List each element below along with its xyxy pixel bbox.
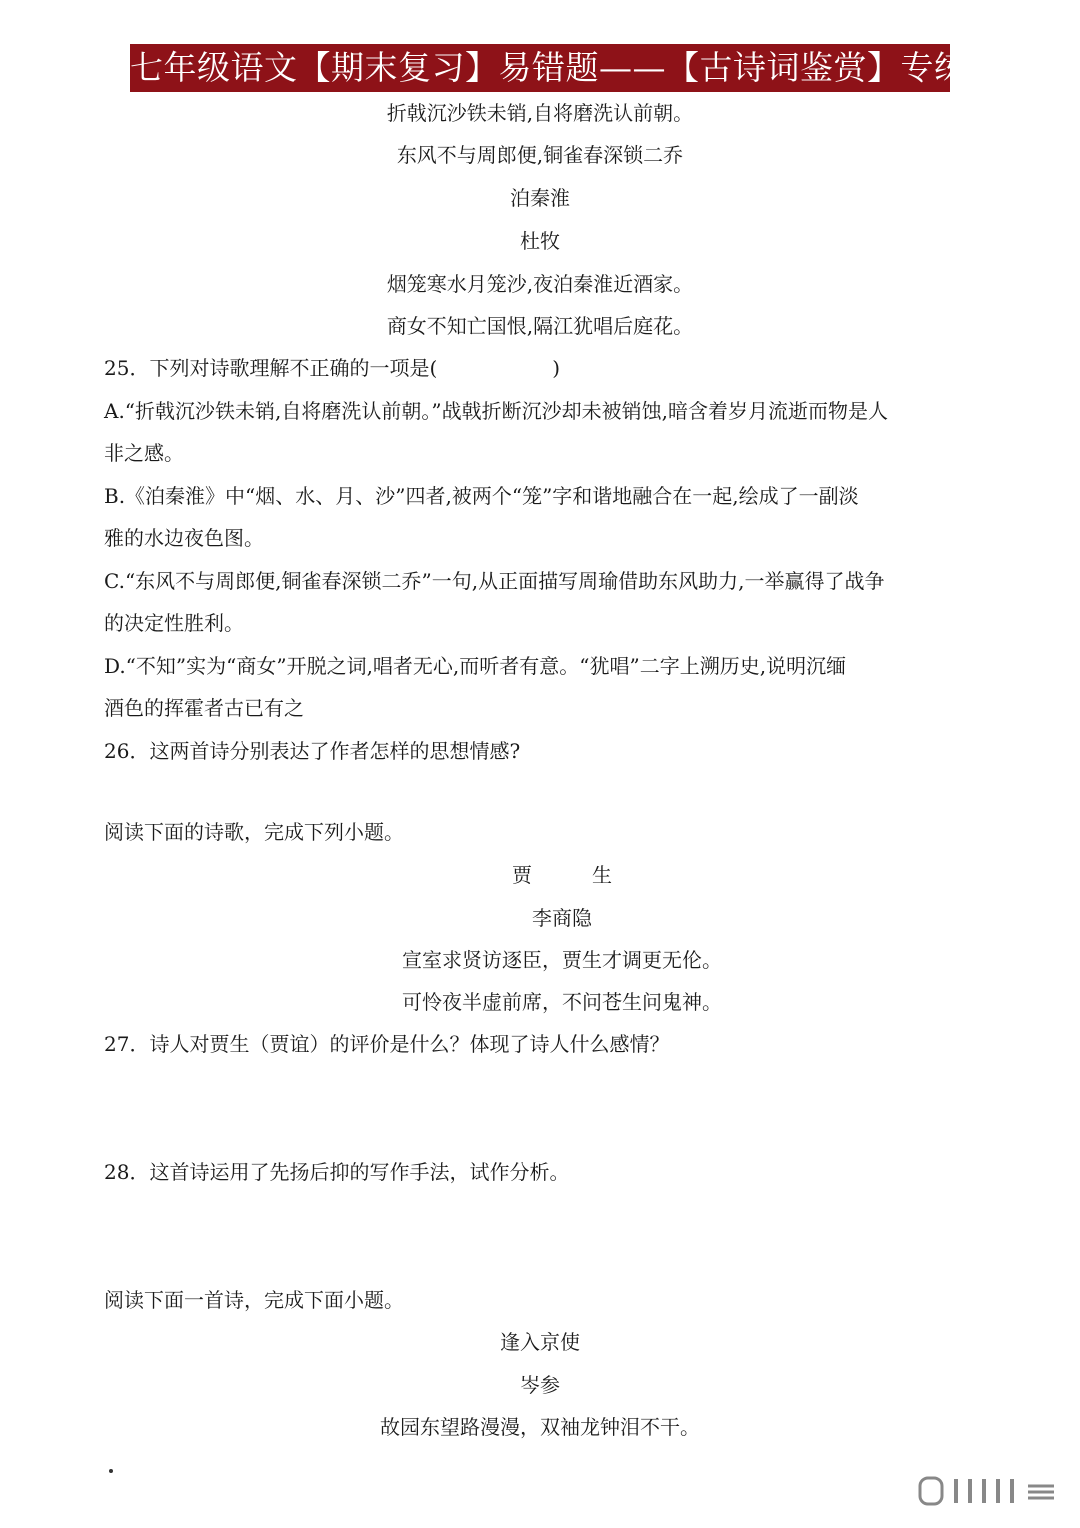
more-icon[interactable] (918, 1476, 1058, 1506)
option-b-line1: B.《泊秦淮》中“烟、水、月、沙”四者,被两个“笼”字和谐地融合在一起,绘成了一副淡 (104, 484, 859, 508)
question-stem-text: 25．下列对诗歌理解不正确的一项是( (104, 356, 438, 380)
question-25-stem (104, 354, 560, 382)
option-c-line1: C.“东风不与周郎便,铜雀春深锁二乔”一句,从正面描写周瑜借助东风助力,一举赢得了战争 (104, 569, 885, 593)
dot (109, 1469, 113, 1473)
poem-line: 宣室求贤访逐臣，贾生才调更无伦。 (402, 948, 722, 972)
reading-instruction: 阅读下面的诗歌，完成下列小题。 (104, 820, 404, 844)
poem-title: 逢入京使 (500, 1330, 580, 1354)
option-b-line2: 雅的水边夜色图。 (104, 526, 264, 550)
poem-line: 东风不与周郎便,铜雀春深锁二乔 (396, 143, 684, 167)
poem-title: 泊秦淮 (510, 186, 570, 210)
reading-instruction: 阅读下面一首诗，完成下面小题。 (104, 1288, 404, 1312)
page-title-banner: 七年级语文【期末复习】易错题——【古诗词鉴赏】专练 (130, 44, 950, 92)
poem-line: 折戟沉沙铁未销,自将磨洗认前朝。 (386, 101, 694, 125)
option-d-line2: 酒色的挥霍者古已有之 (104, 696, 304, 720)
option-d-line1: D.“不知”实为“商女”开脱之词,唱者无心,而听者有意。“犹唱”二字上溯历史,说明沉缅 (104, 654, 847, 678)
question-26: 26．这两首诗分别表达了作者怎样的思想情感? (104, 739, 521, 763)
option-a-line2: 非之感。 (104, 441, 184, 465)
option-c-line2: 的决定性胜利。 (104, 611, 244, 635)
question-27: 27．诗人对贾生（贾谊）的评价是什么？体现了诗人什么感情？ (104, 1032, 670, 1056)
poem-author: 杜牧 (520, 229, 560, 253)
poem-line: 可怜夜半虚前席，不问苍生问鬼神。 (402, 990, 722, 1014)
question-28: 28．这首诗运用了先扬后抑的写作手法，试作分析。 (104, 1160, 570, 1184)
option-a-line1: A.“折戟沉沙铁未销,自将磨洗认前朝。”战戟折断沉沙却未被销蚀,暗含着岁月流逝而物是人 (104, 399, 888, 423)
question-stem-close: ) (552, 356, 561, 380)
poem-line: 故园东望路漫漫，双袖龙钟泪不干。 (380, 1415, 700, 1439)
poem-title: 贾 生 (512, 863, 612, 887)
poem-line: 商女不知亡国恨,隔江犹唱后庭花。 (386, 314, 694, 338)
poem-author: 岑参 (520, 1373, 560, 1397)
poem-line: 烟笼寒水月笼沙,夜泊秦淮近酒家。 (386, 272, 694, 296)
poem-author: 李商隐 (532, 906, 592, 930)
